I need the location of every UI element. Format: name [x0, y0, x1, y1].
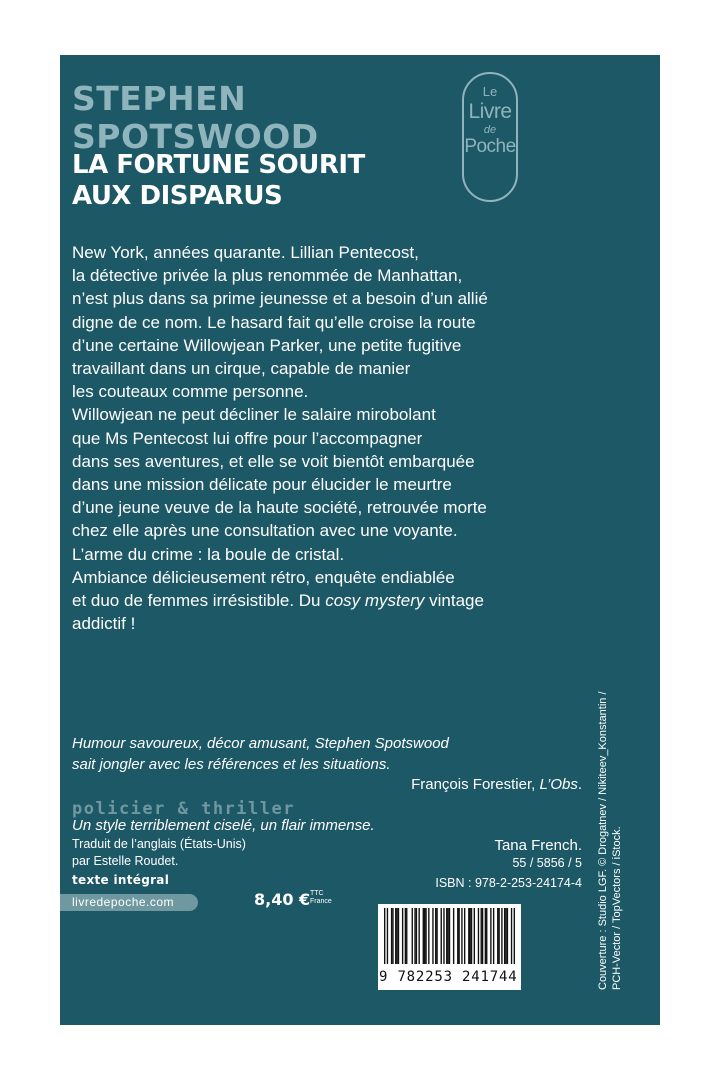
- summary-line: Willowjean ne peut décliner le salaire mirobolant: [72, 405, 436, 425]
- summary-line: chez elle après une consultation avec une voyante.: [72, 521, 458, 541]
- logo-text-le: Le: [482, 84, 498, 99]
- credits-line: PCH-Vector / TopVectors / iStock.: [611, 826, 623, 990]
- author-name: [72, 80, 319, 156]
- credits-line: Couverture : Studio LGF. © Drogatnev / Nikiteev_Konstantin /: [597, 691, 609, 990]
- reference-code: 55 / 5856 / 5: [512, 856, 582, 870]
- quote-line: sait jongler avec les références et les situations.: [72, 756, 391, 773]
- barcode-number: 9 782253 241744: [378, 964, 521, 990]
- product-codes: [435, 853, 582, 893]
- summary-line: [72, 589, 542, 612]
- barcode: [378, 904, 521, 964]
- summary-emphasis: cosy mystery: [325, 591, 425, 611]
- website-link[interactable]: livredepoche.com: [60, 894, 198, 911]
- summary-text: [72, 241, 542, 635]
- summary-line: travaillant dans un cirque, capable de manier: [72, 359, 411, 379]
- attribution-source: L’Obs: [539, 776, 578, 793]
- summary-line: dans ses aventures, et elle se voit bientôt embarquée: [72, 451, 475, 471]
- book-title: [72, 150, 365, 212]
- author-first-name: STEPHEN: [72, 79, 247, 118]
- price: [254, 890, 332, 910]
- summary-line: dans une mission délicate pour élucider le meurtre: [72, 475, 452, 495]
- translation-credit: [72, 836, 246, 870]
- author-last-name: SPOTSWOOD: [72, 117, 319, 156]
- summary-line: que Ms Pentecost lui offre pour l’accompagner: [72, 428, 423, 448]
- review-attribution-2: Tana French.: [494, 837, 582, 854]
- quote-line: Humour savoureux, décor amusant, Stephen Spotswood: [72, 735, 449, 752]
- price-country: France: [310, 898, 332, 905]
- title-line-1: LA FORTUNE SOURIT: [72, 150, 365, 180]
- logo-text-livre: Livre: [468, 100, 512, 123]
- price-amount: 8,40 €: [254, 890, 311, 909]
- translation-line: Traduit de l’anglais (États-Unis): [72, 837, 246, 851]
- summary-line: L’arme du crime : la boule de cristal.: [72, 544, 345, 564]
- logo-text-poche: Poche: [464, 136, 516, 157]
- summary-line: d’une jeune veuve de la haute société, retrouvée morte: [72, 498, 487, 518]
- review-attribution-1: [411, 776, 582, 793]
- summary-line: digne de ce nom. Le hasard fait qu’elle croise la route: [72, 312, 476, 332]
- barcode-bars-icon: [384, 908, 515, 964]
- publisher-logo: [462, 72, 518, 202]
- cover-credits: [596, 590, 624, 990]
- translation-line: par Estelle Roudet.: [72, 854, 179, 868]
- quote-line: Un style terriblement ciselé, un flair immense.: [72, 817, 375, 834]
- summary-line: addictif !: [72, 614, 136, 634]
- attribution-name: François Forestier,: [411, 776, 540, 793]
- attribution-punct: .: [577, 776, 582, 793]
- logo-text-de: de: [483, 124, 497, 136]
- summary-line: Ambiance délicieusement rétro, enquête endiablée: [72, 567, 455, 587]
- summary-text-run: et duo de femmes irrésistible. Du: [72, 591, 326, 611]
- edition-note: texte intégral: [72, 873, 170, 887]
- summary-line: n’est plus dans sa prime jeunesse et a besoin d’un allié: [72, 289, 488, 309]
- summary-text-run: vintage: [424, 591, 484, 611]
- price-ttc: TTC: [310, 890, 324, 897]
- summary-line: la détective privée la plus renommée de Manhattan,: [72, 266, 463, 286]
- isbn: ISBN : 978-2-253-24174-4: [435, 876, 582, 890]
- price-tax-note: [310, 890, 332, 906]
- title-line-2: AUX DISPARUS: [72, 181, 283, 211]
- genre-label: policier & thriller: [72, 799, 295, 819]
- summary-line: New York, années quarante. Lillian Pentecost,: [72, 243, 419, 262]
- summary-line: les couteaux comme personne.: [72, 382, 309, 402]
- review-quote-1: [72, 733, 532, 775]
- summary-line: d’une certaine Willowjean Parker, une petite fugitive: [72, 335, 462, 355]
